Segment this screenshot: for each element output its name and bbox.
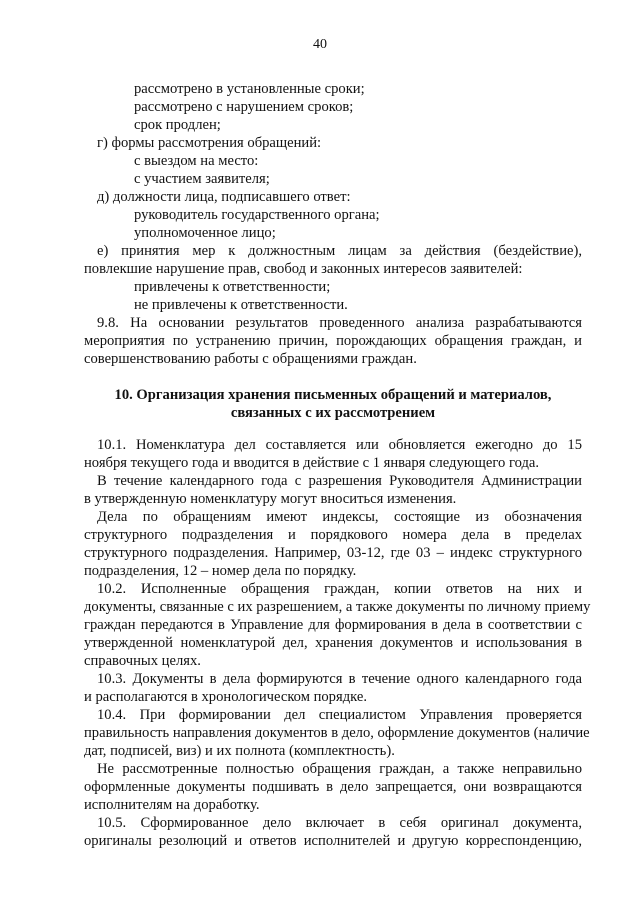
list-item: не привлечены к ответственности. xyxy=(134,297,348,313)
document-body xyxy=(84,80,591,850)
list-heading-cont: повлекшие нарушение прав, свобод и законных интересов заявителей: xyxy=(84,261,523,277)
list-item: срок продлен; xyxy=(134,117,221,133)
section-heading: 10. Организация хранения письменных обращений и материалов, связанных с их рассмотрением xyxy=(114,387,552,421)
list-heading: д) должности лица, подписавшего ответ: xyxy=(97,189,351,205)
paragraph-9-8: 9.8. На основании результатов проведенного анализа разрабатываются мероприятия по устранению причин, порождающих обращения граждан, и совершенствованию работы с обращениями граждан. xyxy=(84,315,582,367)
list-heading: е) принятия мер к должностным лицам за действия (бездействие), xyxy=(97,243,582,259)
paragraph-10-1-index: Дела по обращениям имеют индексы, состоящие из обозначения структурного подразделения и порядкового номера дела в пределах структурного подразделения. Например, 03-12, где 03 – индекс структурного подразделения, 12 – номер дела по порядку. xyxy=(84,509,582,579)
paragraph-10-4: 10.4. При формировании дел специалистом Управления проверяется правильность направления документов в дело, оформление документов (наличие дат, подписей, виз) и их полнота (комплектность). xyxy=(84,707,590,759)
list-item: рассмотрено в установленные сроки; xyxy=(134,81,365,97)
list-item: с выездом на место: xyxy=(134,153,259,169)
paragraph-10-4-return: Не рассмотренные полностью обращения граждан, а также неправильно оформленные документы подшивать в дело запрещается, они возвращаются исполнителям на доработку. xyxy=(84,761,582,813)
paragraph-10-2: 10.2. Исполненные обращения граждан, копии ответов на них и документы, связанные с их разрешением, а также документы по личному приему граждан передаются в Управление для формирования в дела в соответствии с утвержденной номенклатурой дел, хранения документов и использования в справочных целях. xyxy=(84,581,591,669)
paragraph-10-1: 10.1. Номенклатура дел составляется или обновляется ежегодно до 15 ноября текущего года и вводится в действие с 1 января следующего года. xyxy=(84,437,582,471)
list-item: руководитель государственного органа; xyxy=(134,207,380,223)
list-item: уполномоченное лицо; xyxy=(134,225,276,241)
paragraph-10-5: 10.5. Сформированное дело включает в себя оригинал документа, оригиналы резолюций и ответов исполнителей и другую корреспонденцию, xyxy=(84,815,582,849)
list-item: рассмотрено с нарушением сроков; xyxy=(134,99,354,115)
list-item: привлечены к ответственности; xyxy=(134,279,331,295)
page-number: 40 xyxy=(313,37,327,52)
list-heading: г) формы рассмотрения обращений: xyxy=(97,135,322,151)
list-item: с участием заявителя; xyxy=(134,171,270,187)
paragraph-10-3: 10.3. Документы в дела формируются в течение одного календарного года и располагаются в хронологическом порядке. xyxy=(84,671,582,705)
paragraph-10-1-amend: В течение календарного года с разрешения Руководителя Администрации в утвержденную номенклатуру могут вноситься изменения. xyxy=(84,473,582,507)
